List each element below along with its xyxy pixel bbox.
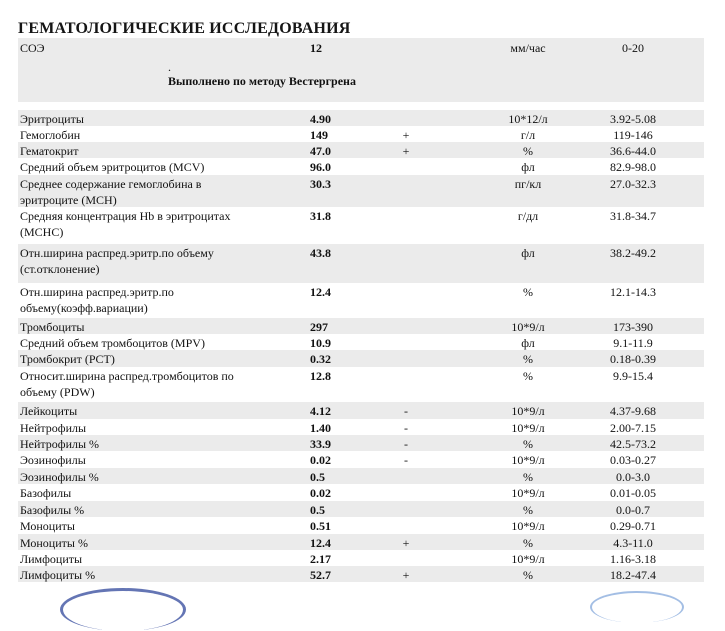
table-row xyxy=(18,318,704,334)
cell-value: 297 xyxy=(310,320,328,334)
cell-name: Моноциты % xyxy=(20,536,88,550)
cell-range: 9.9-15.4 xyxy=(613,369,653,383)
table-row xyxy=(18,350,704,367)
table-row xyxy=(18,534,704,550)
cell-range: 4.37-9.68 xyxy=(610,404,656,418)
cell-range: 0.0-3.0 xyxy=(616,470,650,484)
cell-name: Тромбокрит (PCT) xyxy=(20,352,115,366)
cell-value: 0.02 xyxy=(310,486,331,500)
cell-name: Базофилы xyxy=(20,486,72,500)
cell-value: 31.8 xyxy=(310,209,331,223)
cell-unit: 10*9/л xyxy=(511,320,545,334)
cell-range: 42.5-73.2 xyxy=(610,437,656,451)
cell-name: Нейтрофилы % xyxy=(20,437,100,451)
cell-name: Отн.ширина распред.эритр.по объему(коэфф.вариации) xyxy=(20,285,174,315)
cell-range: 0.29-0.71 xyxy=(610,519,656,533)
cell-unit: г/л xyxy=(520,128,536,142)
cell-range: 4.3-11.0 xyxy=(613,536,653,550)
table-row xyxy=(18,484,704,501)
cell-unit: % xyxy=(523,285,533,299)
cell-range: 119-146 xyxy=(613,128,653,142)
table-row xyxy=(18,566,704,582)
cell-value: 52.7 xyxy=(310,568,331,582)
cell-name: Средняя концентрация Hb в эритроцитах (MCHC) xyxy=(20,209,231,239)
cell-unit: фл xyxy=(521,160,535,174)
cell-unit: % xyxy=(523,503,533,517)
cell-unit: % xyxy=(523,568,533,582)
table-row xyxy=(18,142,704,158)
soe-name: СОЭ xyxy=(20,41,45,55)
cell-range: 0.0-0.7 xyxy=(616,503,650,517)
cell-name: Средний объем тромбоцитов (MPV) xyxy=(20,336,205,350)
cell-unit: % xyxy=(523,437,533,451)
cell-unit: % xyxy=(523,369,533,383)
table-row xyxy=(18,207,704,244)
cell-name: Эозинофилы % xyxy=(20,470,99,484)
cell-range: 18.2-47.4 xyxy=(610,568,656,582)
soe-unit: мм/час xyxy=(510,41,546,55)
table-row xyxy=(18,550,704,566)
soe-range: 0-20 xyxy=(622,41,644,55)
table-row xyxy=(18,158,704,175)
cell-name: Гемоглобин xyxy=(20,128,81,142)
cell-name: Средний объем эритроцитов (MCV) xyxy=(20,160,205,174)
cell-value: 12.8 xyxy=(310,369,331,383)
cell-flag: - xyxy=(404,453,408,467)
cell-flag: + xyxy=(402,536,410,550)
cell-range: 31.8-34.7 xyxy=(610,209,656,223)
cell-value: 47.0 xyxy=(310,144,331,158)
cell-range: 36.6-44.0 xyxy=(610,144,656,158)
cell-unit: фл xyxy=(521,246,535,260)
cell-value: 0.5 xyxy=(310,470,325,484)
table-row xyxy=(18,517,704,534)
cell-name: Базофилы % xyxy=(20,503,85,517)
cell-name: Эозинофилы xyxy=(20,453,86,467)
cell-value: 0.02 xyxy=(310,453,331,467)
cell-value: 149 xyxy=(310,128,328,142)
table-row xyxy=(18,468,704,484)
cell-unit: % xyxy=(523,144,533,158)
table-row xyxy=(18,501,704,517)
cell-unit: 10*9/л xyxy=(511,421,545,435)
cell-range: 9.1-11.9 xyxy=(613,336,653,350)
cell-value: 2.17 xyxy=(310,552,331,566)
cell-unit: фл xyxy=(521,336,535,350)
cell-unit: 10*12/л xyxy=(508,112,548,126)
stamp-seal-right xyxy=(590,591,684,623)
table-row xyxy=(18,419,704,435)
cell-value: 33.9 xyxy=(310,437,331,451)
cell-value: 30.3 xyxy=(310,177,331,191)
cell-range: 38.2-49.2 xyxy=(610,246,656,260)
cell-unit: 10*9/л xyxy=(511,519,545,533)
cell-unit: г/дл xyxy=(517,209,539,223)
cell-name: Моноциты xyxy=(20,519,75,533)
cell-name: Лимфоциты xyxy=(20,552,83,566)
cell-unit: % xyxy=(523,470,533,484)
method-note: Выполнено по методу Вестергрена xyxy=(168,74,356,88)
cell-name: Нейтрофилы xyxy=(20,421,87,435)
cell-name: Гематокрит xyxy=(20,144,79,158)
cell-value: 96.0 xyxy=(310,160,331,174)
table-row xyxy=(18,402,704,419)
table-row xyxy=(18,435,704,451)
table-row xyxy=(18,334,704,350)
table-row xyxy=(18,175,704,207)
table-row xyxy=(18,367,704,402)
cell-value: 0.51 xyxy=(310,519,331,533)
cell-value: 0.5 xyxy=(310,503,325,517)
table-row xyxy=(18,283,704,318)
cell-name: Тромбоциты xyxy=(20,320,85,334)
cell-name: Лимфоциты % xyxy=(20,568,96,582)
cell-flag: - xyxy=(404,404,408,418)
cell-value: 43.8 xyxy=(310,246,331,260)
cell-range: 2.00-7.15 xyxy=(610,421,656,435)
cell-unit: 10*9/л xyxy=(511,453,545,467)
cell-name: Отн.ширина распред.эритр.по объему (ст.отклонение) xyxy=(20,246,214,276)
cell-unit: % xyxy=(523,536,533,550)
cell-flag: + xyxy=(402,568,410,582)
soe-row xyxy=(18,38,704,102)
cell-range: 1.16-3.18 xyxy=(610,552,656,566)
cell-range: 27.0-32.3 xyxy=(610,177,656,191)
cell-name: Среднее содержание гемоглобина в эритроците (MCH) xyxy=(20,177,202,207)
cell-range: 82.9-98.0 xyxy=(610,160,656,174)
cell-value: 12.4 xyxy=(310,285,331,299)
cell-value: 12.4 xyxy=(310,536,331,550)
cell-flag: - xyxy=(404,437,408,451)
table-row xyxy=(18,451,704,468)
cell-range: 12.1-14.3 xyxy=(610,285,656,299)
cell-range: 3.92-5.08 xyxy=(610,112,656,126)
cell-unit: пг/кл xyxy=(514,177,542,191)
cell-unit: 10*9/л xyxy=(511,404,545,418)
table-row xyxy=(18,126,704,142)
cell-unit: % xyxy=(523,352,533,366)
cell-flag: - xyxy=(404,421,408,435)
soe-dot: . xyxy=(168,60,171,74)
table-row xyxy=(18,110,704,126)
cell-name: Эритроциты xyxy=(20,112,84,126)
stamp-seal-left xyxy=(60,588,186,631)
cell-flag: + xyxy=(402,144,410,158)
cell-range: 173-390 xyxy=(613,320,653,334)
cell-value: 4.90 xyxy=(310,112,331,126)
cell-range: 0.01-0.05 xyxy=(610,486,656,500)
cell-range: 0.18-0.39 xyxy=(610,352,656,366)
cell-range: 0.03-0.27 xyxy=(610,453,656,467)
cell-value: 1.40 xyxy=(310,421,331,435)
section-title: ГЕМАТОЛОГИЧЕСКИЕ ИССЛЕДОВАНИЯ xyxy=(18,20,351,37)
table-row xyxy=(18,244,704,283)
cell-value: 4.12 xyxy=(310,404,331,418)
cell-name: Лейкоциты xyxy=(20,404,78,418)
cell-name: Относит.ширина распред.тромбоцитов по объему (PDW) xyxy=(20,369,234,399)
cell-unit: 10*9/л xyxy=(511,486,545,500)
cell-value: 0.32 xyxy=(310,352,331,366)
cell-unit: 10*9/л xyxy=(511,552,545,566)
cell-flag: + xyxy=(402,128,410,142)
soe-value: 12 xyxy=(310,41,322,55)
cell-value: 10.9 xyxy=(310,336,331,350)
